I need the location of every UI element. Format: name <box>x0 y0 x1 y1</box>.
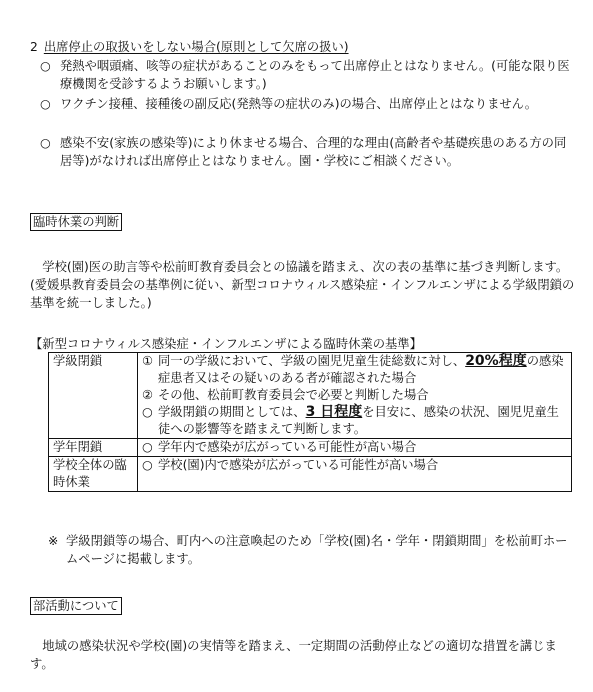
circle-bullet-icon: ○ <box>40 59 51 73</box>
circle-bullet-icon: ○ <box>40 136 51 150</box>
closure-paragraph: 学校(園)医の助言等や松前町教育委員会との協議を踏まえ、次の表の基準に基づき判断します。(愛媛県教育委員会の基準例に従い、新型コロナウィルス感染症・インフルエンザによる学級閉鎖の基準を統一しました。) <box>30 260 575 310</box>
criteria-item <box>142 353 567 387</box>
bullet-item <box>40 95 575 113</box>
row-content-school-closure <box>138 457 572 492</box>
criteria-item <box>142 457 567 474</box>
club-paragraph: 地域の感染状況や学校(園)の実情等を踏まえ、一定期間の活動停止などの適切な措置を講じます。 <box>30 639 557 671</box>
note <box>48 532 578 568</box>
row-header-school-closure: 学校全体の臨時休業 <box>49 457 138 492</box>
closure-heading: 臨時休業の判断 <box>30 213 122 231</box>
criteria-text: 学校(園)内で感染が広がっている可能性が高い場合 <box>158 458 439 472</box>
table-row <box>49 439 572 457</box>
circle-bullet-icon: ○ <box>40 97 51 111</box>
criteria-table <box>48 352 572 492</box>
criteria-text: 同一の学級において、学級の園児児童生徒総数に対し、20%程度の感染症患者又はその疑いのある者が確認された場合 <box>158 353 564 385</box>
duration-3days: 3 日程度 <box>305 404 363 420</box>
criteria-text: 学級閉鎖の期間としては、3 日程度を目安に、感染の状況、園児児童生徒への影響等を踏まえて判断します。 <box>158 404 559 436</box>
bullet-item <box>40 134 575 170</box>
number-2-icon: ② <box>142 388 154 402</box>
number-1-icon: ① <box>142 354 154 368</box>
criteria-text: 学年内で感染が広がっている可能性が高い場合 <box>158 440 417 454</box>
bullet-text: 発熱や咽頭痛、咳等の症状があることのみをもって出席停止とはなりません。(可能な限り医療機関を受診するようお願いします。) <box>60 59 570 91</box>
row-header-class-closure: 学級閉鎖 <box>49 353 138 439</box>
row-header-grade-closure: 学年閉鎖 <box>49 439 138 457</box>
reference-mark-icon: ※ <box>48 534 59 548</box>
table-row <box>49 353 572 439</box>
criteria-item <box>142 404 567 438</box>
bullet-item <box>40 57 575 93</box>
criteria-text: その他、松前町教育委員会で必要と判断した場合 <box>158 388 429 402</box>
bullet-text: ワクチン接種、接種後の副反応(発熱等の症状のみ)の場合、出席停止とはなりません。 <box>60 97 538 111</box>
circle-bullet-icon: ○ <box>142 458 153 472</box>
row-content-grade-closure <box>138 439 572 457</box>
bullet-text: 感染不安(家族の感染等)により休ませる場合、合理的な理由(高齢者や基礎疾患のある方の同居等)がなければ出席停止とはなりません。園・学校にご相談ください。 <box>60 136 567 168</box>
criteria-table-title: 【新型コロナウィルス感染症・インフルエンザによる臨時休業の基準】 <box>30 337 422 351</box>
club-heading: 部活動について <box>30 597 122 615</box>
note-text: 学級閉鎖等の場合、町内への注意喚起のため「学校(園)名・学年・閉鎖期間」を松前町ホームページに掲載します。 <box>66 534 568 566</box>
circle-bullet-icon: ○ <box>142 440 153 454</box>
criteria-item <box>142 439 567 456</box>
table-row <box>49 457 572 492</box>
circle-bullet-icon: ○ <box>142 405 153 419</box>
threshold-20pct: 20%程度 <box>465 353 527 369</box>
row-content-class-closure <box>138 353 572 439</box>
criteria-item <box>142 387 567 404</box>
section-number: 2 <box>30 40 38 54</box>
section-2-title <box>30 38 349 56</box>
section-title-text: 出席停止の取扱いをしない場合(原則として欠席の扱い) <box>43 40 349 54</box>
